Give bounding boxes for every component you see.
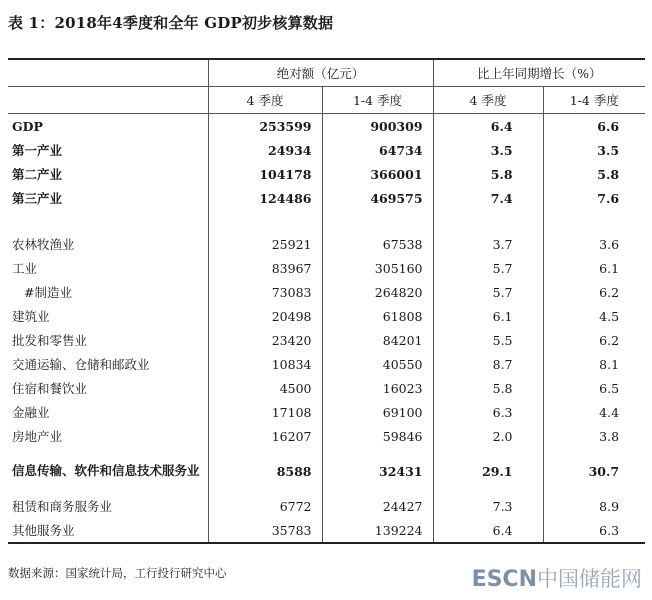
cell-q1-4-growth: 8.1 bbox=[543, 352, 645, 376]
cell-q1-4-growth: 7.6 bbox=[543, 186, 645, 210]
cell-q1-4-amount: 64734 bbox=[322, 138, 433, 162]
cell-q4-growth: 5.7 bbox=[433, 280, 543, 304]
subheader-q4-amount: 4 季度 bbox=[208, 87, 322, 114]
cell-q4-growth: 6.4 bbox=[433, 518, 543, 543]
data-source-note: 数据来源：国家统计局，工行投行研究中心 bbox=[8, 566, 227, 580]
cell-q1-4-amount: 40550 bbox=[322, 352, 433, 376]
cell-q4-growth: 5.8 bbox=[433, 162, 543, 186]
row-label: 金融业 bbox=[12, 405, 50, 420]
table-title: 表 1：2018年4季度和全年 GDP初步核算数据 bbox=[8, 14, 334, 32]
cell-q1-4-amount: 61808 bbox=[322, 304, 433, 328]
cell-q1-4-amount: 366001 bbox=[322, 162, 433, 186]
cell-q4-growth: 5.8 bbox=[433, 376, 543, 400]
watermark-latin: ESCN bbox=[471, 567, 537, 592]
spacer-row bbox=[8, 210, 645, 232]
header-blank-2 bbox=[8, 87, 208, 114]
row-label: 其他服务业 bbox=[8, 518, 208, 543]
cell-q4-amount: 4500 bbox=[208, 376, 322, 400]
table-row bbox=[8, 138, 645, 162]
cell-q4-growth: 29.1 bbox=[433, 448, 543, 494]
table-row bbox=[8, 186, 645, 210]
cell-q4-amount: 23420 bbox=[208, 328, 322, 352]
cell-q4-amount: 83967 bbox=[208, 256, 322, 280]
row-label: 交通运输、仓储和邮政业 bbox=[12, 357, 150, 372]
cell-q1-4-amount: 305160 bbox=[322, 256, 433, 280]
cell-q4-growth: 6.4 bbox=[433, 114, 543, 139]
row-label: 租赁和商务服务业 bbox=[12, 499, 113, 514]
cell-q4-amount: 73083 bbox=[208, 280, 322, 304]
cell-q1-4-growth: 5.8 bbox=[543, 162, 645, 186]
table-row bbox=[8, 232, 645, 256]
cell-q4-growth: 3.7 bbox=[433, 232, 543, 256]
subheader-q1-4-growth: 1-4 季度 bbox=[543, 87, 645, 114]
table-row bbox=[8, 352, 645, 376]
cell-q1-4-amount: 900309 bbox=[322, 114, 433, 139]
cell-q1-4-amount: 469575 bbox=[322, 186, 433, 210]
cell-q4-amount: 17108 bbox=[208, 400, 322, 424]
cell-q1-4-growth: 3.6 bbox=[543, 232, 645, 256]
header-blank bbox=[8, 59, 208, 87]
cell-q1-4-growth: 6.1 bbox=[543, 256, 645, 280]
cell-q4-amount: 253599 bbox=[208, 114, 322, 139]
cell-q4-amount: 35783 bbox=[208, 518, 322, 543]
table-row bbox=[8, 162, 645, 186]
cell-q4-amount: 10834 bbox=[208, 352, 322, 376]
cell-q4-amount: 6772 bbox=[208, 494, 322, 518]
row-label: 建筑业 bbox=[12, 309, 50, 324]
cell-q1-4-amount: 67538 bbox=[322, 232, 433, 256]
table-row bbox=[8, 518, 645, 543]
table-row bbox=[8, 424, 645, 448]
row-label: 住宿和餐饮业 bbox=[12, 381, 88, 396]
header-absolute-amount: 绝对额（亿元） bbox=[208, 59, 433, 87]
cell-q4-amount: 124486 bbox=[208, 186, 322, 210]
cell-q4-growth: 3.5 bbox=[433, 138, 543, 162]
cell-q1-4-amount: 139224 bbox=[322, 518, 433, 543]
cell-q1-4-growth: 8.9 bbox=[543, 494, 645, 518]
cell-q1-4-growth: 6.5 bbox=[543, 376, 645, 400]
subheader-q1-4-amount: 1-4 季度 bbox=[322, 87, 433, 114]
row-label: 农林牧渔业 bbox=[12, 237, 75, 252]
cell-q1-4-growth: 3.8 bbox=[543, 424, 645, 448]
subheader-q4-growth: 4 季度 bbox=[433, 87, 543, 114]
cell-q4-growth: 7.4 bbox=[433, 186, 543, 210]
cell-q1-4-amount: 69100 bbox=[322, 400, 433, 424]
watermark-cjk: 中国储能网 bbox=[537, 567, 642, 591]
escn-watermark-logo bbox=[472, 563, 642, 593]
cell-q1-4-growth: 3.5 bbox=[543, 138, 645, 162]
table-row bbox=[8, 448, 645, 494]
row-label: 信息传输、软件和信息技术服务业 bbox=[12, 463, 200, 478]
table-row bbox=[8, 328, 645, 352]
cell-q1-4-growth: 4.4 bbox=[543, 400, 645, 424]
row-label: GDP bbox=[12, 118, 43, 134]
cell-q4-amount: 20498 bbox=[208, 304, 322, 328]
table-row bbox=[8, 494, 645, 518]
row-label: #制造业 bbox=[24, 285, 72, 300]
cell-q4-amount: 104178 bbox=[208, 162, 322, 186]
row-label: 第三产业 bbox=[12, 191, 63, 206]
table-row bbox=[8, 256, 645, 280]
cell-q4-growth: 6.3 bbox=[433, 400, 543, 424]
cell-q4-growth: 8.7 bbox=[433, 352, 543, 376]
cell-q4-amount: 16207 bbox=[208, 424, 322, 448]
cell-q1-4-growth: 6.2 bbox=[543, 328, 645, 352]
cell-q1-4-amount: 32431 bbox=[322, 448, 433, 494]
row-label: 第二产业 bbox=[12, 167, 63, 182]
cell-q4-growth: 5.5 bbox=[433, 328, 543, 352]
cell-q4-amount: 8588 bbox=[208, 448, 322, 494]
row-label: 房地产业 bbox=[12, 429, 63, 444]
cell-q4-amount: 25921 bbox=[208, 232, 322, 256]
table-row bbox=[8, 376, 645, 400]
cell-q4-growth: 6.1 bbox=[433, 304, 543, 328]
table-row bbox=[8, 304, 645, 328]
table-row bbox=[8, 114, 645, 139]
row-label: 工业 bbox=[12, 261, 38, 276]
cell-q1-4-growth: 4.5 bbox=[543, 304, 645, 328]
cell-q4-amount: 24934 bbox=[208, 138, 322, 162]
table-row bbox=[8, 400, 645, 424]
gdp-table bbox=[8, 58, 645, 544]
cell-q1-4-growth: 6.3 bbox=[543, 518, 645, 543]
header-growth-rate: 比上年同期增长（%） bbox=[433, 59, 645, 87]
row-label: 批发和零售业 bbox=[12, 333, 88, 348]
cell-q4-growth: 7.3 bbox=[433, 494, 543, 518]
table-row bbox=[8, 280, 645, 304]
cell-q4-growth: 2.0 bbox=[433, 424, 543, 448]
row-label: 第一产业 bbox=[12, 143, 63, 158]
cell-q1-4-growth: 30.7 bbox=[543, 448, 645, 494]
cell-q1-4-amount: 84201 bbox=[322, 328, 433, 352]
cell-q1-4-amount: 264820 bbox=[322, 280, 433, 304]
cell-q1-4-growth: 6.6 bbox=[543, 114, 645, 139]
cell-q1-4-growth: 6.2 bbox=[543, 280, 645, 304]
cell-q1-4-amount: 59846 bbox=[322, 424, 433, 448]
cell-q1-4-amount: 16023 bbox=[322, 376, 433, 400]
cell-q1-4-amount: 24427 bbox=[322, 494, 433, 518]
cell-q4-growth: 5.7 bbox=[433, 256, 543, 280]
